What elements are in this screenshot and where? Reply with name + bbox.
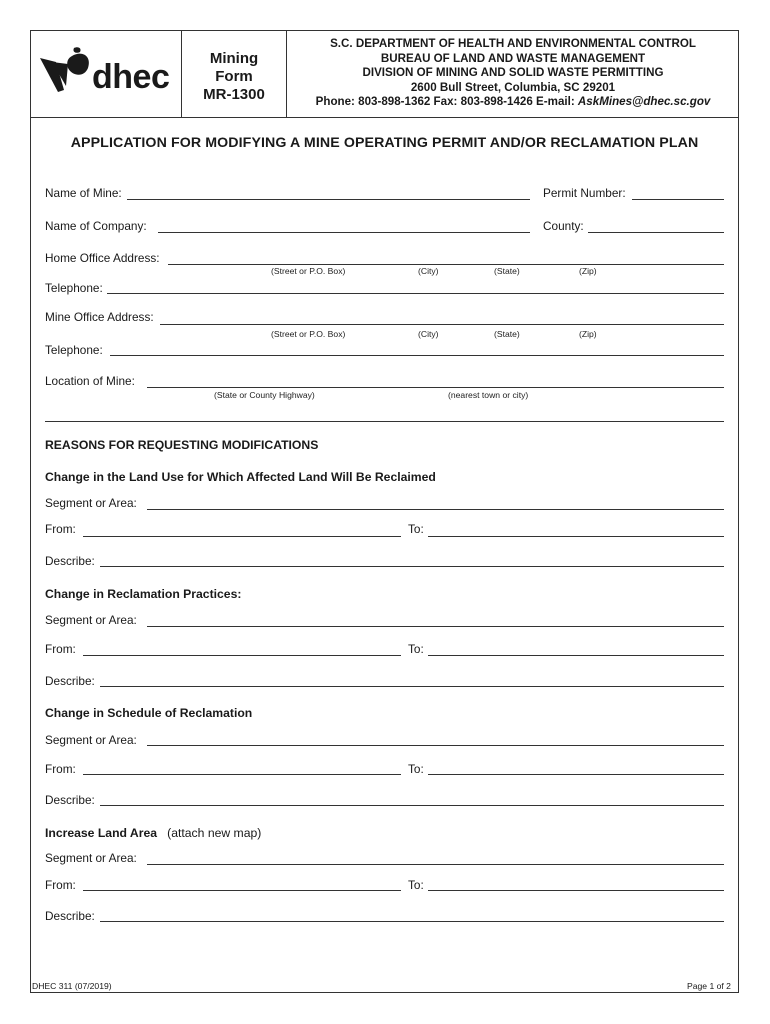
from-field[interactable]: [83, 655, 401, 656]
to-field[interactable]: [428, 774, 724, 775]
describe-label: Describe:: [45, 554, 95, 568]
to-field[interactable]: [428, 655, 724, 656]
town-sublabel: (nearest town or city): [448, 390, 529, 400]
form-name-line: Mining: [209, 50, 259, 67]
segment-field[interactable]: [147, 864, 724, 865]
logo-text: dhec: [92, 58, 170, 96]
street-sublabel: (Street or P.O. Box): [271, 329, 346, 339]
city-sublabel: (City): [418, 266, 439, 276]
section-note: (attach new map): [167, 826, 262, 840]
segment-label: Segment or Area:: [45, 496, 137, 510]
home-telephone-label: Telephone:: [45, 281, 103, 295]
agency-line: 2600 Bull Street, Columbia, SC 29201: [410, 80, 616, 94]
city-sublabel: (City): [418, 329, 439, 339]
to-label: To:: [408, 878, 424, 892]
agency-line: S.C. DEPARTMENT OF HEALTH AND ENVIRONMENTAL CONTROL: [330, 37, 696, 50]
from-field[interactable]: [83, 536, 401, 537]
from-field[interactable]: [83, 890, 401, 891]
street-sublabel: (Street or P.O. Box): [271, 266, 346, 276]
segment-field[interactable]: [147, 509, 724, 510]
form-id: [182, 50, 286, 104]
segment-label: Segment or Area:: [45, 613, 137, 627]
agency-contact: [287, 95, 739, 110]
divider: [45, 421, 724, 422]
reasons-heading: REASONS FOR REQUESTING MODIFICATIONS: [45, 438, 319, 452]
section-title: Change in Schedule of Reclamation: [45, 706, 253, 720]
name-of-company-field[interactable]: [158, 232, 530, 233]
county-field[interactable]: [588, 232, 724, 233]
agency-line: BUREAU OF LAND AND WASTE MANAGEMENT: [380, 51, 646, 65]
from-label: From:: [45, 762, 76, 776]
name-of-company-label: Name of Company:: [45, 219, 147, 233]
form-name-line: Form: [215, 68, 253, 85]
location-of-mine-field[interactable]: [147, 387, 724, 388]
page-number: Page 1 of 2: [687, 981, 731, 991]
to-label: To:: [408, 642, 424, 656]
from-label: From:: [45, 878, 76, 892]
name-of-mine-label: Name of Mine:: [45, 186, 122, 200]
describe-label: Describe:: [45, 909, 95, 923]
permit-number-label: Permit Number:: [543, 186, 626, 200]
from-field[interactable]: [83, 774, 401, 775]
agency-line: DIVISION OF MINING AND SOLID WASTE PERMITTING: [362, 66, 664, 80]
section-title: Change in the Land Use for Which Affected Land Will Be Reclaimed: [45, 470, 436, 484]
zip-sublabel: (Zip): [579, 329, 597, 339]
from-label: From:: [45, 522, 76, 536]
home-office-address-field[interactable]: [168, 264, 724, 265]
mine-telephone-field[interactable]: [110, 355, 724, 356]
segment-label: Segment or Area:: [45, 851, 137, 865]
page-title: APPLICATION FOR MODIFYING A MINE OPERATING PERMIT AND/OR RECLAMATION PLAN: [70, 135, 699, 151]
highway-sublabel: (State or County Highway): [214, 390, 315, 400]
to-label: To:: [408, 522, 424, 536]
name-of-mine-field[interactable]: [127, 199, 530, 200]
mine-office-address-label: Mine Office Address:: [45, 310, 154, 324]
agency-email: AskMines@dhec.sc.gov: [577, 95, 711, 109]
county-label: County:: [543, 219, 584, 233]
segment-field[interactable]: [147, 745, 724, 746]
zip-sublabel: (Zip): [579, 266, 597, 276]
segment-label: Segment or Area:: [45, 733, 137, 747]
state-sublabel: (State): [494, 266, 520, 276]
permit-number-field[interactable]: [632, 199, 724, 200]
home-telephone-field[interactable]: [107, 293, 724, 294]
section-title: [45, 826, 261, 840]
mine-telephone-label: Telephone:: [45, 343, 103, 357]
section-title-text: Increase Land Area: [45, 826, 157, 840]
home-office-address-label: Home Office Address:: [45, 251, 160, 265]
section-title: Change in Reclamation Practices:: [45, 587, 242, 601]
from-label: From:: [45, 642, 76, 656]
location-of-mine-label: Location of Mine:: [45, 374, 135, 388]
describe-field[interactable]: [100, 921, 724, 922]
mine-office-address-field[interactable]: [160, 324, 724, 325]
describe-field[interactable]: [100, 686, 724, 687]
agency-contact-text: Phone: 803-898-1362 Fax: 803-898-1426 E-mail:: [315, 95, 578, 109]
form-code: DHEC 311 (07/2019): [32, 981, 112, 991]
agency-block: [287, 37, 739, 110]
describe-label: Describe:: [45, 793, 95, 807]
to-field[interactable]: [428, 536, 724, 537]
to-label: To:: [408, 762, 424, 776]
dhec-logo-icon: [38, 46, 96, 104]
describe-field[interactable]: [100, 566, 724, 567]
describe-field[interactable]: [100, 805, 724, 806]
to-field[interactable]: [428, 890, 724, 891]
segment-field[interactable]: [147, 626, 724, 627]
form-number: MR-1300: [203, 86, 265, 103]
state-sublabel: (State): [494, 329, 520, 339]
describe-label: Describe:: [45, 674, 95, 688]
